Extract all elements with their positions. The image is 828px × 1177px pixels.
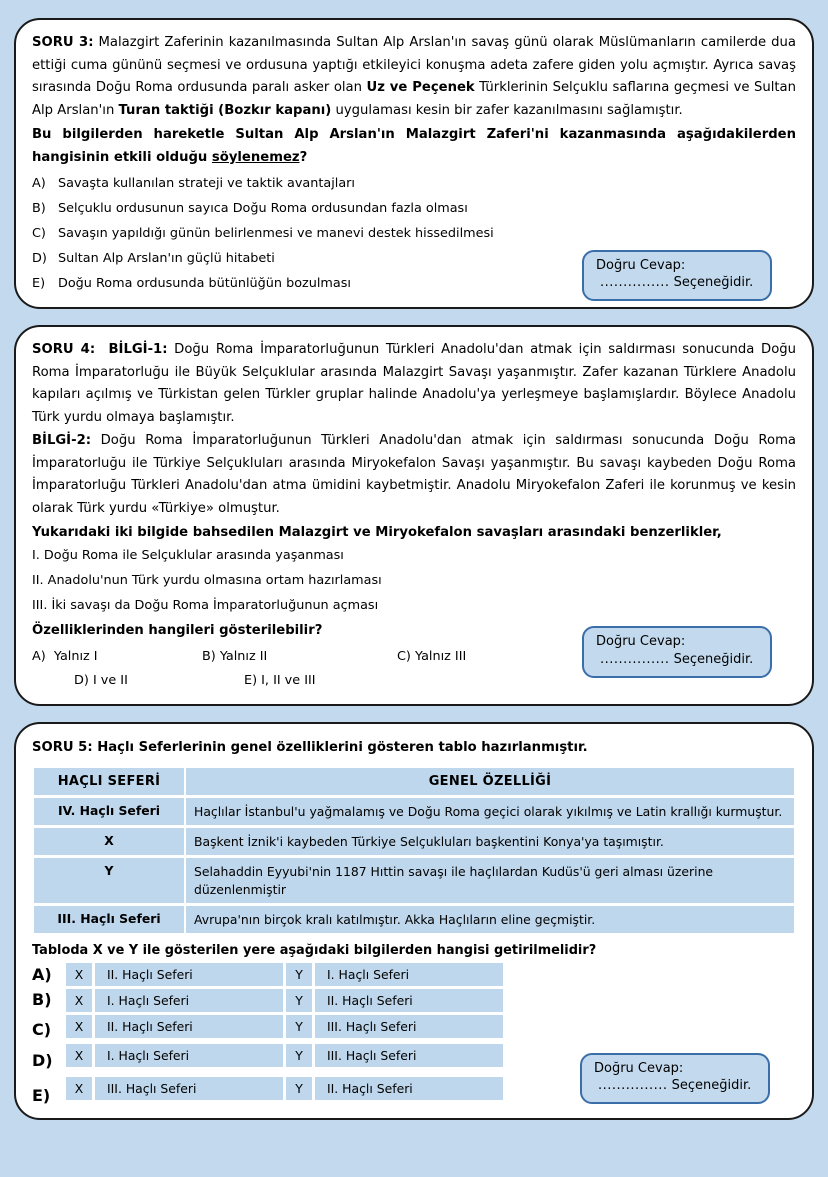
question-5-intro <box>32 737 796 760</box>
option-text: I, II ve III <box>261 673 316 689</box>
question-4-bilgi-2 <box>32 430 796 521</box>
choice-x-label: X <box>66 1044 92 1067</box>
choice-x-label: X <box>66 1077 92 1100</box>
answer-stamp-dots: ............... <box>600 275 670 291</box>
bilgi-1-label: BİLGİ-1: <box>108 341 168 357</box>
question-3-bold-uz-pecenek: Uz ve Peçenek <box>366 80 475 96</box>
choice-cells <box>66 1044 503 1067</box>
question-5-label: SORU 5: <box>32 739 93 755</box>
question-3-passage-part3: uygulaması kesin bir zafer kazanılmasını sağlamıştır. <box>331 103 683 119</box>
option-key: E) <box>244 673 258 689</box>
choice-x-label: X <box>66 963 92 986</box>
choice-key: D) <box>32 1050 53 1070</box>
table-row <box>34 858 794 902</box>
question-3-passage <box>32 32 796 123</box>
answer-stamp-dots: ............... <box>600 651 670 667</box>
table-cell-feature: Selahaddin Eyyubi'nin 1187 Hıttin savaşı ile haçlılardan Kudüs'ü geri alması üzerine düzenlenmiştir <box>186 858 794 902</box>
option-key: A) <box>32 648 46 664</box>
answer-stamp-line1: Doğru Cevap: <box>596 634 686 650</box>
question-4-bilgi-1 <box>32 339 796 430</box>
choice-cells <box>66 989 503 1012</box>
option-text: Yalnız II <box>219 648 268 664</box>
option-text: Yalnız I <box>53 648 98 664</box>
answer-stamp-question-3 <box>582 250 772 301</box>
choice-y-value: I. Haçlı Seferi <box>315 963 503 986</box>
choice-cells <box>66 1015 503 1038</box>
question-5-card <box>14 722 814 1120</box>
choice-key: B) <box>32 989 52 1009</box>
choice-y-value: II. Haçlı Seferi <box>315 989 503 1012</box>
choice-y-label: Y <box>286 1015 312 1038</box>
question-4-sub-prompt: Özelliklerinden hangileri gösterilebilir? <box>32 623 323 639</box>
answer-stamp-line2 <box>594 1077 758 1095</box>
question-3-prompt-part1: Bu bilgilerden hareketle Sultan Alp Arslan'ın Malazgirt Zaferi'ni kazanmasında aşağıdakilerden hangisinin etkili olduğu <box>32 126 796 165</box>
option-text: I ve II <box>92 673 128 689</box>
table-row <box>34 798 794 825</box>
choice-key: A) <box>32 964 52 984</box>
question-3-passage-part1: Malazgirt Zaferinin kazanılmasında Sultan Alp Arslan'ın savaş günü olarak Müslümanların camilerde dua ettiği cuma gününü seçmesi ve ordusuna yaptığı etkileyici konuşma adeta zafere giden yolu açmıştır. Ayrıca savaş sırasında Doğu Roma ordusunda paralı asker olan <box>32 35 796 96</box>
option-row[interactable] <box>32 222 796 247</box>
option-d[interactable] <box>74 669 244 693</box>
answer-stamp-question-5 <box>580 1053 770 1104</box>
choice-key: C) <box>32 1019 52 1039</box>
question-3-passage-part2: Türklerinin Selçuklu saflarına geçmesi ve Sultan Alp Arslan'ın <box>32 80 796 119</box>
bilgi-2-label: BİLGİ-2: <box>32 432 92 448</box>
option-text: Sultan Alp Arslan'ın güçlü hitabeti <box>58 251 275 267</box>
option-key: C) <box>32 226 46 242</box>
answer-stamp-line1: Doğru Cevap: <box>594 1060 684 1076</box>
choice-y-value: III. Haçlı Seferi <box>315 1044 503 1067</box>
option-key: D) <box>32 251 47 267</box>
table-cell-campaign: Y <box>34 858 184 902</box>
choice-x-value: I. Haçlı Seferi <box>95 989 283 1012</box>
choice-cells <box>66 963 503 986</box>
table-cell-feature: Başkent İznik'i kaybeden Türkiye Selçukluları başkentini Konya'ya taşımıştır. <box>186 828 794 855</box>
choice-row[interactable] <box>32 1015 796 1039</box>
option-c[interactable] <box>397 645 557 669</box>
crusades-table <box>32 765 796 936</box>
question-5-sub-prompt: Tabloda X ve Y ile gösterilen yere aşağıdaki bilgilerden hangisi getirilmelidir? <box>32 942 597 958</box>
table-cell-campaign: X <box>34 828 184 855</box>
option-key: A) <box>32 176 46 192</box>
question-3-prompt-underlined: söylenemez <box>211 149 300 165</box>
question-4-prompt: Yukarıdaki iki bilgide bahsedilen Malazgirt ve Miryokefalon savaşları arasındaki benzerlikler, <box>32 524 722 540</box>
bilgi-2-text: Doğu Roma İmparatorluğunun Türkleri Anadolu'dan atmak için saldırması sonucunda Doğu Roma İmparatorluğu ile Türkiye Selçukluları arasında Miryokefalon Savaşı yaşanmıştır. Bu savaşı kaybeden Doğu Roma İmparatorluğu Türkleri Anadolu'dan atma ümidini kaybetmiştir. Anadolu Miryokefalon Zaferi ile korunmuş ve kesin olarak Türk yurdu «Türkiye» olmuştur. <box>32 432 796 516</box>
table-cell-feature: Haçlılar İstanbul'u yağmalamış ve Doğu Roma geçici olarak yıkılmış ve Latin krallığı kurmuştur. <box>186 798 794 825</box>
table-header-campaign: HAÇLI SEFERİ <box>34 768 184 795</box>
statement-item: II. Anadolu'nun Türk yurdu olmasına ortam hazırlaması <box>32 573 382 589</box>
question-3-prompt-part2: ? <box>299 149 308 165</box>
table-cell-feature: Avrupa'nın birçok kralı katılmıştır. Akka Haçlıların eline geçmiştir. <box>186 906 794 933</box>
choice-x-value: III. Haçlı Seferi <box>95 1077 283 1100</box>
table-row <box>34 828 794 855</box>
answer-stamp-line2 <box>596 651 760 669</box>
choice-y-label: Y <box>286 989 312 1012</box>
option-text: Savaşta kullanılan strateji ve taktik avantajları <box>58 176 355 192</box>
question-4-statements <box>32 544 796 619</box>
question-4-card <box>14 325 814 706</box>
answer-stamp-dots: ............... <box>598 1078 668 1094</box>
answer-stamp-question-4 <box>582 626 772 677</box>
option-key: B) <box>202 648 216 664</box>
answer-stamp-suffix: Seçeneğidir. <box>669 651 754 667</box>
choice-x-label: X <box>66 989 92 1012</box>
answer-stamp-line2 <box>596 274 760 292</box>
choice-x-label: X <box>66 1015 92 1038</box>
option-e[interactable] <box>244 669 439 693</box>
choice-y-label: Y <box>286 963 312 986</box>
choice-y-label: Y <box>286 1044 312 1067</box>
question-3-label: SORU 3: <box>32 35 94 50</box>
option-text: Yalnız III <box>415 648 467 664</box>
choice-x-value: II. Haçlı Seferi <box>95 1015 283 1038</box>
table-header-row <box>34 768 794 795</box>
table-header-feature: GENEL ÖZELLİĞİ <box>186 768 794 795</box>
answer-stamp-line1: Doğru Cevap: <box>596 257 686 273</box>
question-3-card <box>14 18 814 309</box>
option-key: D) <box>74 673 89 689</box>
option-key: B) <box>32 201 46 217</box>
choice-row[interactable] <box>32 989 796 1012</box>
choice-y-label: Y <box>286 1077 312 1100</box>
option-a[interactable] <box>32 645 202 669</box>
option-key: E) <box>32 276 46 292</box>
choice-cells <box>66 1077 503 1100</box>
choice-row[interactable] <box>32 963 796 986</box>
option-row[interactable] <box>32 172 796 197</box>
choice-x-value: I. Haçlı Seferi <box>95 1044 283 1067</box>
choice-y-value: III. Haçlı Seferi <box>315 1015 503 1038</box>
choice-x-value: II. Haçlı Seferi <box>95 963 283 986</box>
bilgi-1-text: Doğu Roma İmparatorluğunun Türkleri Anadolu'dan atmak için saldırması sonucunda Doğu Roma İmparatorluğu ile Büyük Selçuklular arasında Malazgirt Savaşı yaşanmıştır. Zafer kazanan Türklere Anadolu kapıları açılmış ve Türkistan gelen Türkler gruplar halinde Anadolu'ya yerleşmeye başlamışlardır. Böylece Anadolu Türk yurdu olmaya başlamıştır. <box>32 341 796 426</box>
table-cell-campaign: III. Haçlı Seferi <box>34 906 184 933</box>
option-b[interactable] <box>202 645 397 669</box>
question-3-bold-turan-taktigi: Turan taktiği (Bozkır kapanı) <box>118 103 332 119</box>
statement-item: I. Doğu Roma ile Selçuklular arasında yaşanması <box>32 548 344 564</box>
question-4-label: SORU 4: <box>32 341 96 357</box>
choice-key: E) <box>32 1085 51 1105</box>
question-5-intro-text: Haçlı Seferlerinin genel özelliklerini gösteren tablo hazırlanmıştır. <box>92 739 588 755</box>
statement-item: III. İki savaşı da Doğu Roma İmparatorluğunun açması <box>32 598 379 614</box>
answer-stamp-suffix: Seçeneğidir. <box>669 275 754 291</box>
option-text: Doğu Roma ordusunda bütünlüğün bozulması <box>58 276 351 292</box>
table-row <box>34 906 794 933</box>
option-text: Savaşın yapıldığı günün belirlenmesi ve manevi destek hissedilmesi <box>58 226 494 242</box>
table-cell-campaign: IV. Haçlı Seferi <box>34 798 184 825</box>
option-key: C) <box>397 648 411 664</box>
question-3-prompt <box>32 124 796 169</box>
answer-stamp-suffix: Seçeneğidir. <box>667 1078 752 1094</box>
choice-y-value: II. Haçlı Seferi <box>315 1077 503 1100</box>
option-text: Selçuklu ordusunun sayıca Doğu Roma ordusundan fazla olması <box>58 201 468 217</box>
option-row[interactable] <box>32 197 796 222</box>
